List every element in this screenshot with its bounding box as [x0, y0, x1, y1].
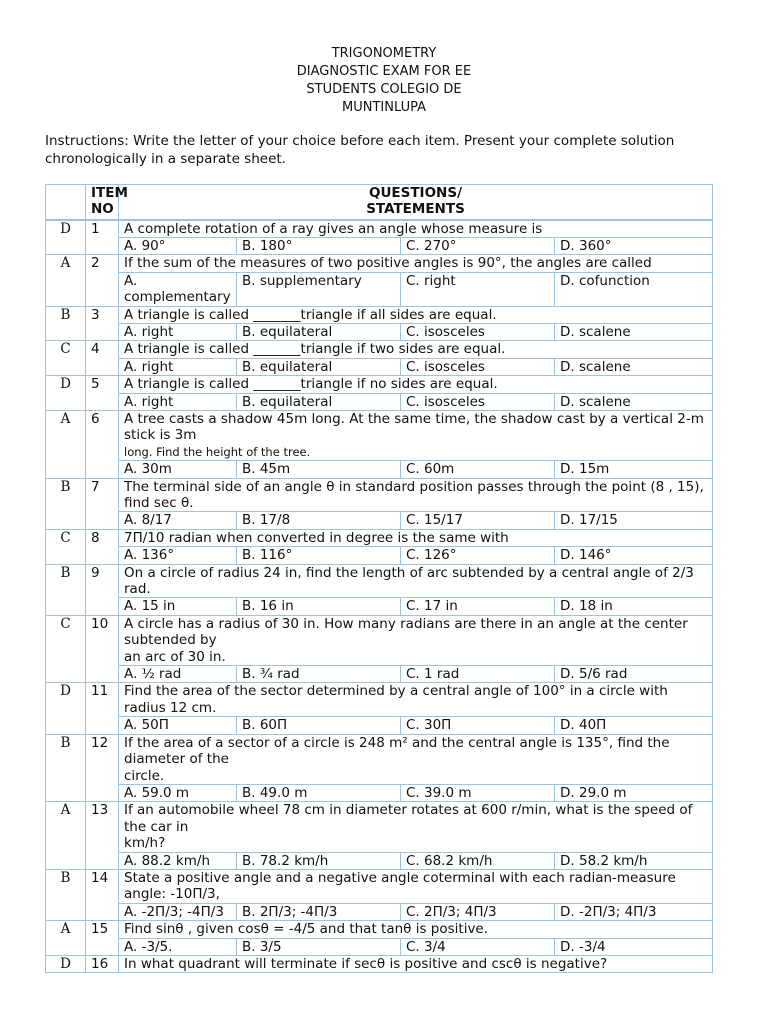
choice-d: D. 15m [555, 461, 713, 478]
choices-row [46, 598, 713, 615]
answer-cell: B [46, 564, 86, 615]
choice-a: A. 30m [119, 461, 237, 478]
question-row [46, 478, 713, 512]
choice-a: A. -2Π/3; -4Π/3 [119, 903, 237, 920]
item-number: 13 [86, 802, 119, 870]
choice-b: B. equilateral [237, 393, 401, 410]
question-text: If the sum of the measures of two positive angles is 90°, the angles are called [119, 255, 713, 272]
answer-column-header [46, 185, 86, 220]
question-text-line2: an arc of 30 in. [124, 648, 226, 665]
choices-row [46, 903, 713, 920]
choice-b: B. 17/8 [237, 512, 401, 529]
choices-row [46, 784, 713, 801]
item-number: 10 [86, 615, 119, 683]
question-text [119, 410, 713, 460]
choice-a: A. right [119, 358, 237, 375]
item-no-header [86, 185, 128, 220]
item-number: 2 [86, 255, 119, 306]
choice-c: C. isosceles [401, 358, 555, 375]
answer-cell: B [46, 869, 86, 920]
choice-b: B. 16 in [237, 598, 401, 615]
question-row [46, 869, 713, 903]
choice-b: B. 180° [237, 237, 401, 254]
choice-d: D. 18 in [555, 598, 713, 615]
table-header [46, 185, 713, 220]
question-row [46, 255, 713, 272]
choice-a: A. 136° [119, 547, 237, 564]
questions-header-line2: STATEMENTS [366, 201, 465, 218]
answer-cell: B [46, 734, 86, 802]
choices-row [46, 358, 713, 375]
item-number: 1 [86, 220, 119, 255]
answer-cell: B [46, 478, 86, 529]
choice-b: B. ¾ rad [237, 666, 401, 683]
answer-cell: D [46, 683, 86, 734]
choice-c: C. 1 rad [401, 666, 555, 683]
question-row [46, 955, 713, 972]
choice-b: B. supplementary [237, 272, 401, 306]
item-number: 7 [86, 478, 119, 529]
choice-c: C. right [401, 272, 555, 306]
question-row [46, 410, 713, 460]
title-line-3: STUDENTS COLEGIO DE [306, 82, 462, 97]
questions-header-line1: QUESTIONS/ [368, 185, 463, 201]
answer-cell: B [46, 306, 86, 341]
choice-d: D. 360° [555, 237, 713, 254]
answer-cell: A [46, 802, 86, 870]
choice-c: C. isosceles [401, 393, 555, 410]
question-text: Find sinθ , given cosθ = -4/5 and that tanθ is positive. [119, 921, 713, 938]
choice-a: A. -3/5. [119, 938, 237, 955]
choice-a: A. 8/17 [119, 512, 237, 529]
choice-c: C. 60m [401, 461, 555, 478]
questions-header [119, 185, 713, 220]
question-text: A complete rotation of a ray gives an angle whose measure is [119, 220, 713, 238]
choices-row [46, 323, 713, 340]
choice-b: B. 49.0 m [237, 784, 401, 801]
choice-d: D. cofunction [555, 272, 713, 306]
question-text: State a positive angle and a negative angle coterminal with each radian-measure angle: -10Π/3, [119, 869, 713, 903]
choices-row [46, 852, 713, 869]
question-row [46, 734, 713, 784]
item-no-header-line1: ITEM [91, 185, 128, 201]
item-no-header-line2: NO [91, 201, 114, 218]
question-row [46, 376, 713, 393]
choice-b: B. equilateral [237, 358, 401, 375]
item-number: 14 [86, 869, 119, 920]
title-line-1: TRIGONOMETRY [331, 46, 437, 61]
choice-a: A. 90° [119, 237, 237, 254]
question-text: 7Π/10 radian when converted in degree is the same with [119, 529, 713, 546]
question-text [119, 734, 713, 784]
choice-c: C. 2Π/3; 4Π/3 [401, 903, 555, 920]
question-text-line2: km/h? [124, 835, 166, 852]
item-number: 11 [86, 683, 119, 734]
choice-c: C. 68.2 km/h [401, 852, 555, 869]
answer-cell: A [46, 921, 86, 956]
item-number: 4 [86, 341, 119, 376]
question-text: A triangle is called _______triangle if two sides are equal. [119, 341, 713, 358]
answer-cell: D [46, 955, 86, 972]
choice-a: A. ½ rad [119, 666, 237, 683]
choice-d: D. 40Π [555, 717, 713, 734]
choice-c: C. 17 in [401, 598, 555, 615]
choice-d: D. scalene [555, 393, 713, 410]
choices-row [46, 512, 713, 529]
title-line-2: DIAGNOSTIC EXAM FOR EE [296, 64, 472, 79]
question-row [46, 683, 713, 717]
choice-d: D. 58.2 km/h [555, 852, 713, 869]
item-number: 15 [86, 921, 119, 956]
question-text-line1: A tree casts a shadow 45m long. At the same time, the shadow cast by a vertical 2-m stick is 3m [124, 410, 704, 444]
choice-b: B. 2Π/3; -4Π/3 [237, 903, 401, 920]
choice-a: A. 59.0 m [119, 784, 237, 801]
question-row [46, 220, 713, 238]
choice-a: A. 50Π [119, 717, 237, 734]
choice-b: B. 60Π [237, 717, 401, 734]
choice-b: B. 78.2 km/h [237, 852, 401, 869]
question-text: A triangle is called _______triangle if all sides are equal. [119, 306, 713, 323]
question-row [46, 564, 713, 598]
item-number: 9 [86, 564, 119, 615]
choice-a: A. right [119, 323, 237, 340]
choice-c: C. 270° [401, 237, 555, 254]
choices-row [46, 272, 713, 306]
question-row [46, 529, 713, 546]
exam-table [45, 184, 713, 973]
choices-row [46, 393, 713, 410]
choice-b: B. equilateral [237, 323, 401, 340]
choices-row [46, 666, 713, 683]
item-number: 12 [86, 734, 119, 802]
choice-d: D. 5/6 rad [555, 666, 713, 683]
answer-cell: D [46, 220, 86, 255]
question-text [119, 615, 713, 665]
choice-a: A. complementary [119, 272, 237, 306]
exam-title [0, 45, 768, 117]
choice-c: C. isosceles [401, 323, 555, 340]
choice-a: A. 15 in [119, 598, 237, 615]
choices-row [46, 237, 713, 254]
choice-c: C. 39.0 m [401, 784, 555, 801]
question-row [46, 306, 713, 323]
item-number: 16 [86, 955, 119, 972]
choice-d: D. 146° [555, 547, 713, 564]
answer-cell: C [46, 341, 86, 376]
question-row [46, 341, 713, 358]
choice-d: D. 17/15 [555, 512, 713, 529]
choice-d: D. -3/4 [555, 938, 713, 955]
question-text-line2: long. Find the height of the tree. [124, 444, 311, 459]
item-number: 5 [86, 376, 119, 411]
question-row [46, 921, 713, 938]
question-text-line1: A circle has a radius of 30 in. How many radians are there in an angle at the center subtended by [124, 615, 688, 649]
title-line-4: MUNTINLUPA [342, 100, 426, 115]
question-text: In what quadrant will terminate if secθ is positive and cscθ is negative? [119, 955, 713, 972]
choice-b: B. 116° [237, 547, 401, 564]
choices-row [46, 461, 713, 478]
choice-b: B. 3/5 [237, 938, 401, 955]
question-text: A triangle is called _______triangle if no sides are equal. [119, 376, 713, 393]
question-text-line1: If the area of a sector of a circle is 248 m² and the central angle is 135°, find the diameter of the [124, 734, 670, 768]
choice-d: D. 29.0 m [555, 784, 713, 801]
question-text: On a circle of radius 24 in, find the length of arc subtended by a central angle of 2/3 rad. [119, 564, 713, 598]
instructions: Instructions: Write the letter of your choice before each item. Present your complete solution chronologically in a separate sheet. [45, 133, 675, 167]
item-number: 8 [86, 529, 119, 564]
answer-cell: D [46, 376, 86, 411]
choice-c: C. 30Π [401, 717, 555, 734]
answer-cell: C [46, 529, 86, 564]
answer-cell: C [46, 615, 86, 683]
question-text: Find the area of the sector determined by a central angle of 100° in a circle with radius 12 cm. [119, 683, 713, 717]
choice-c: C. 126° [401, 547, 555, 564]
choice-d: D. scalene [555, 323, 713, 340]
choices-row [46, 547, 713, 564]
question-text-line2: circle. [124, 767, 165, 784]
answer-cell: A [46, 410, 86, 478]
item-number: 6 [86, 410, 119, 478]
choice-a: A. 88.2 km/h [119, 852, 237, 869]
question-row [46, 615, 713, 665]
choice-d: D. -2Π/3; 4Π/3 [555, 903, 713, 920]
question-text: The terminal side of an angle θ in standard position passes through the point (8 , 15), find sec θ. [119, 478, 713, 512]
question-row [46, 802, 713, 852]
choices-row [46, 938, 713, 955]
choices-row [46, 717, 713, 734]
choice-c: C. 3/4 [401, 938, 555, 955]
answer-cell: A [46, 255, 86, 306]
choice-d: D. scalene [555, 358, 713, 375]
choice-c: C. 15/17 [401, 512, 555, 529]
question-text-line1: If an automobile wheel 78 cm in diameter rotates at 600 r/min, what is the speed of the car in [124, 802, 693, 835]
choice-b: B. 45m [237, 461, 401, 478]
item-number: 3 [86, 306, 119, 341]
question-text [119, 802, 713, 852]
choice-a: A. right [119, 393, 237, 410]
